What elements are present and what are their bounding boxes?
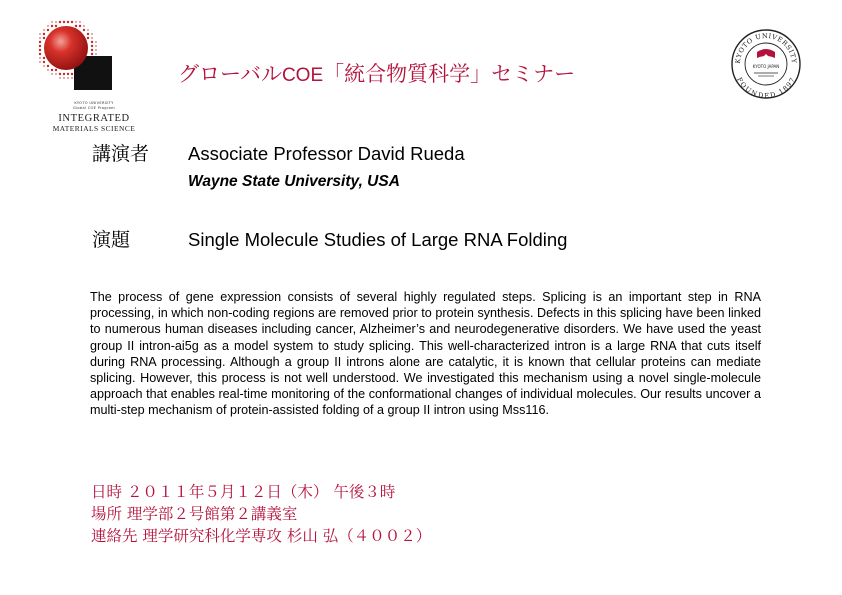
logo-dot xyxy=(59,21,61,23)
logo-dot xyxy=(71,77,72,78)
logo-dot xyxy=(43,37,45,39)
logo-dot xyxy=(95,45,96,46)
logo-dot xyxy=(91,33,92,34)
logo-dot xyxy=(75,21,76,22)
logo-program-text: Global COE Program xyxy=(73,105,115,110)
logo-dot xyxy=(79,21,80,22)
logo-dot xyxy=(67,77,68,78)
logo-dot xyxy=(55,21,56,22)
logo-dot xyxy=(55,25,57,27)
speaker-label: 講演者 xyxy=(92,143,150,165)
abstract-paragraph: The process of gene expression consists of several highly regulated steps. Splicing is an important step in RNA processing, in which non-coding regions are removed prior to protein synthesis. Defects in this splicing have been linked to numerous human diseases including cancer, Alzheimer’s and neurodegenerative disorders. We have used the yeast group II intron-ai5g as a model system to study splicing. This well-characterized intron is a large RNA that cuts itself during RNA processing. Although a group II introns alone are catalytic, it is known that cellular proteins can mediate splicing. However, this process is not well understood. We investigated this mechanism using a novel single-molecule approach that enables real-time monitoring of the conformational changes of individual molecules. Our results uncover a multi-step mechanism of protein-assisted folding of a group II intron using Mss116. xyxy=(90,290,761,418)
logo-dot xyxy=(47,25,48,26)
logo-dot xyxy=(75,25,77,27)
logo-dot xyxy=(91,41,93,43)
logo-name-line2: MATERIALS SCIENCE xyxy=(52,124,136,133)
event-contact: 連絡先 理学研究科化学専攻 杉山 弘（４００２） xyxy=(91,527,432,545)
topic-label: 演題 xyxy=(92,229,131,251)
logo-dot xyxy=(55,69,57,71)
logo-dot xyxy=(43,57,45,59)
logo-dot xyxy=(63,77,64,78)
logo-dot xyxy=(95,49,96,50)
logo-dot xyxy=(39,61,40,62)
logo-dot xyxy=(51,69,53,71)
logo-dot xyxy=(51,21,52,22)
seal-center-text: KYOTO JAPAN xyxy=(752,64,780,69)
seal-bottom-text: FOUNDED 1897 xyxy=(735,76,797,100)
logo-university-text: KYOTO UNIVERSITY xyxy=(74,101,114,105)
logo-dot xyxy=(51,73,52,74)
logo-dot xyxy=(71,73,73,75)
logo-dot xyxy=(43,33,45,35)
title-suffix: 「統合物質科学」セミナー xyxy=(323,62,576,86)
logo-dot xyxy=(39,57,40,58)
logo-dot xyxy=(95,41,96,42)
logo-dot xyxy=(83,25,84,26)
logo-dot xyxy=(71,21,73,23)
logo-dot xyxy=(47,29,49,31)
logo-dot xyxy=(43,61,45,63)
logo-name-line1: INTEGRATED xyxy=(58,113,130,124)
logo-dot xyxy=(91,45,93,47)
logo-dot xyxy=(47,65,49,67)
logo-dot xyxy=(87,33,89,35)
title-coe: COE xyxy=(281,65,324,86)
title-prefix: グローバル xyxy=(178,62,282,86)
integrated-materials-science-logo xyxy=(38,20,118,100)
logo-dot xyxy=(43,29,44,30)
logo-dot xyxy=(67,21,69,23)
logo-dot xyxy=(47,69,48,70)
logo-dot xyxy=(83,29,85,31)
logo-dot xyxy=(55,73,56,74)
logo-dot xyxy=(63,21,65,23)
logo-dot xyxy=(51,25,53,27)
logo-dot xyxy=(39,49,41,51)
topic-title: Single Molecule Studies of Large RNA Folding xyxy=(188,229,568,250)
logo-dot xyxy=(79,25,81,27)
logo-dot xyxy=(43,65,44,66)
logo-dot xyxy=(63,73,65,75)
speaker-affiliation: Wayne State University, USA xyxy=(188,173,400,190)
speaker-name: Associate Professor David Rueda xyxy=(188,143,465,164)
logo-dot xyxy=(59,73,61,75)
logo-dot xyxy=(67,73,69,75)
logo-dot xyxy=(87,37,89,39)
logo-dot xyxy=(87,29,88,30)
seal-top-text: KYOTO UNIVERSITY xyxy=(733,31,799,64)
page-title xyxy=(178,60,575,90)
logo-dot xyxy=(91,53,93,55)
logo-dot xyxy=(39,53,41,55)
event-place: 場所 理学部２号館第２講義室 xyxy=(91,505,298,523)
logo-caption-small xyxy=(62,101,126,110)
logo-dot xyxy=(39,37,40,38)
logo-dot xyxy=(39,41,41,43)
kyoto-university-seal-icon xyxy=(730,28,802,100)
logo-dot xyxy=(39,33,40,34)
logo-dot xyxy=(39,45,41,47)
event-date: 日時 ２０１１年５月１２日（木） 午後３時 xyxy=(91,483,396,501)
logo-dot xyxy=(91,49,93,51)
logo-dot xyxy=(59,77,60,78)
logo-dot xyxy=(91,37,92,38)
logo-dot xyxy=(95,53,96,54)
